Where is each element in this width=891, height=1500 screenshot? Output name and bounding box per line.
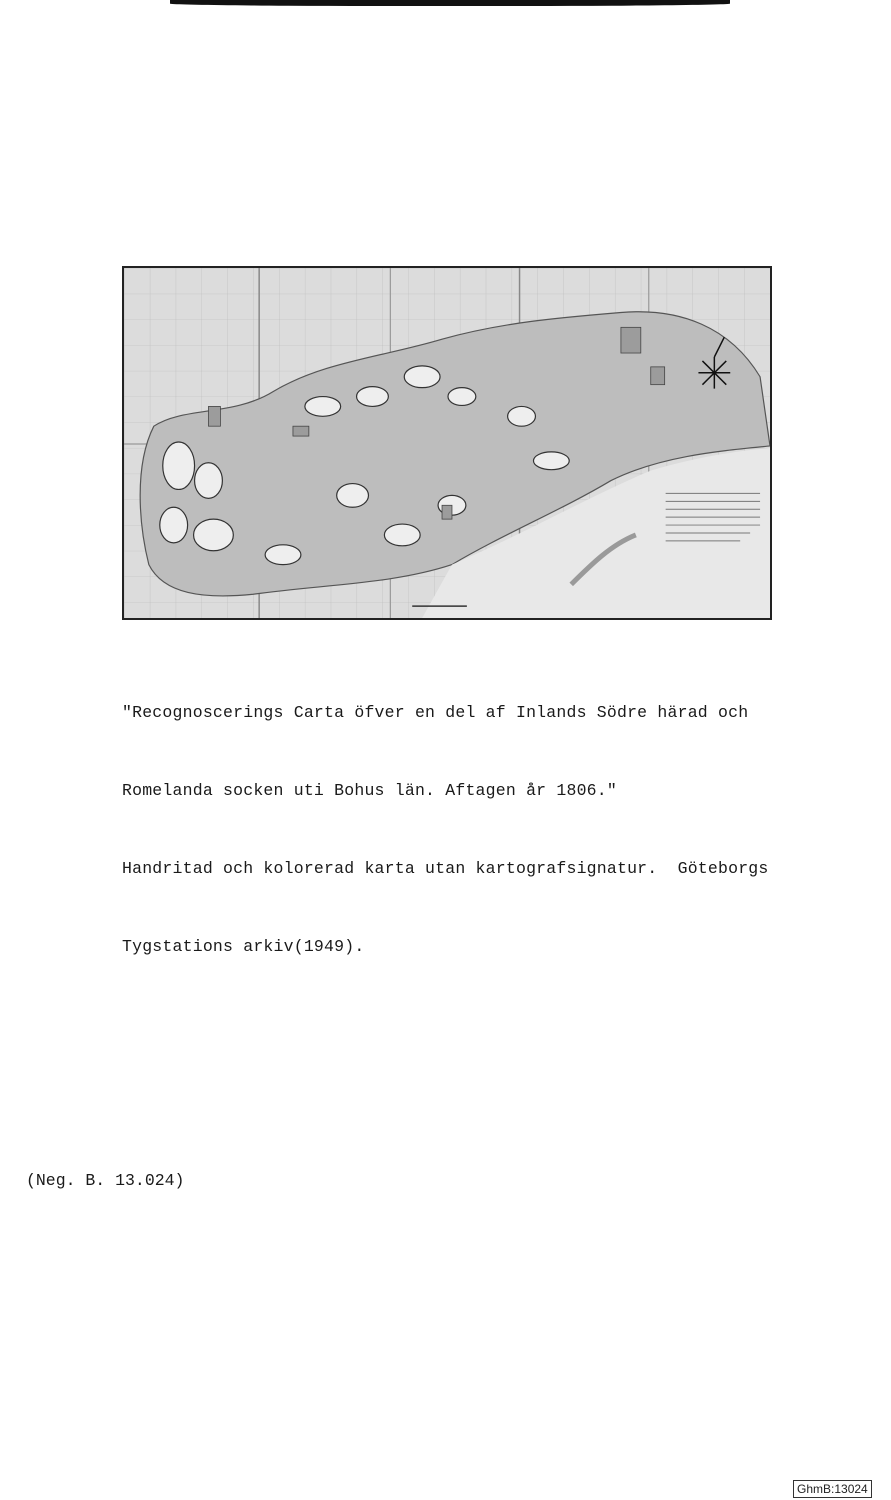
map-photograph [122,266,772,620]
scan-top-edge [170,0,730,6]
caption-line-3: Handritad och kolorerad karta utan kartografsignatur. Göteborgs [122,859,769,878]
negative-number: (Neg. B. 13.024) [26,1171,185,1190]
caption-line-1: "Recognoscerings Carta öfver en del af Inlands Södre härad och [122,703,749,722]
catalog-id-stamp: GhmB:13024 [793,1480,872,1498]
map-illustration [124,268,770,618]
caption-line-2: Romelanda socken uti Bohus län. Aftagen år 1806." [122,781,617,800]
caption [122,648,822,986]
caption-line-4: Tygstations arkiv(1949). [122,937,365,956]
